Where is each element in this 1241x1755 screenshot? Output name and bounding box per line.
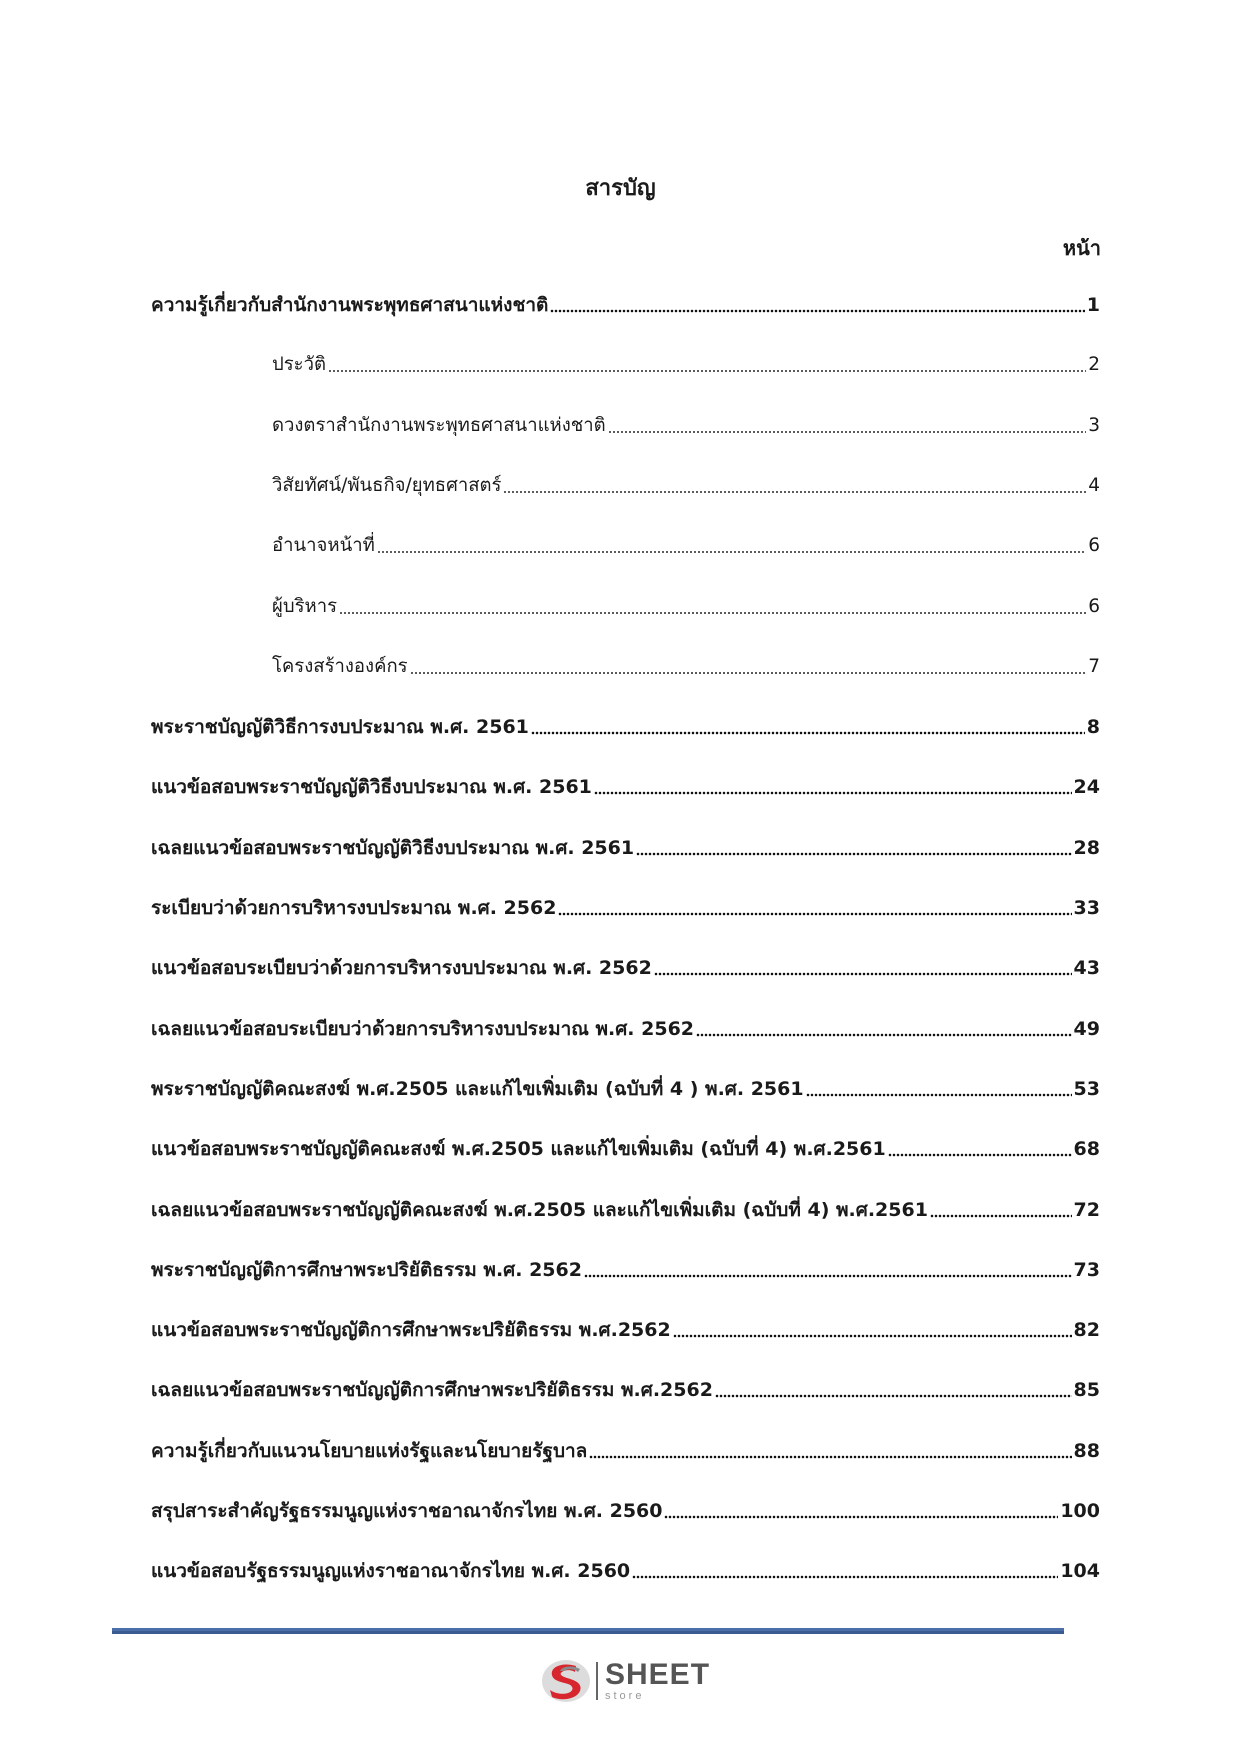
toc-dot-leader <box>377 550 1086 554</box>
toc-entry[interactable] <box>151 889 1100 921</box>
toc-entry[interactable] <box>151 1251 1100 1283</box>
toc-entry-page: 82 <box>1073 1319 1100 1341</box>
toc-dot-leader <box>654 972 1072 976</box>
toc-entry-page: 3 <box>1088 415 1100 436</box>
toc-entry-page: 104 <box>1060 1560 1100 1582</box>
toc-entry-page: 6 <box>1088 535 1100 556</box>
toc-entry-title: เฉลยแนวข้อสอบพระราชบัญญัติวิธีงบประมาณ พ.ศ. 2561 <box>151 837 635 859</box>
toc-entry-page: 53 <box>1073 1078 1100 1100</box>
toc-entry[interactable] <box>272 407 1100 439</box>
toc-entry-page: 7 <box>1088 656 1100 677</box>
toc-dot-leader <box>339 611 1086 615</box>
toc-entry[interactable] <box>272 346 1100 378</box>
toc-entry-page: 4 <box>1088 475 1100 496</box>
logo-word: SHEET <box>605 1658 711 1691</box>
page-title: สารบัญ <box>585 176 656 201</box>
toc-entry[interactable] <box>151 1311 1100 1343</box>
toc-dot-leader <box>410 671 1087 675</box>
toc-entry-title: แนวข้อสอบระเบียบว่าด้วยการบริหารงบประมาณ พ.ศ. 2562 <box>151 957 652 979</box>
toc-entry-title: ระเบียบว่าด้วยการบริหารงบประมาณ พ.ศ. 2562 <box>151 897 557 919</box>
toc-dot-leader <box>550 309 1084 313</box>
toc-dot-leader <box>558 912 1071 916</box>
toc-entry[interactable] <box>272 648 1100 680</box>
toc-entry-page: 49 <box>1073 1018 1100 1040</box>
page-number-column-label: หน้า <box>1062 236 1101 260</box>
toc-entry-page: 24 <box>1073 776 1100 798</box>
toc-entry-title: เฉลยแนวข้อสอบระเบียบว่าด้วยการบริหารงบประมาณ พ.ศ. 2562 <box>151 1018 695 1040</box>
toc-entry[interactable] <box>272 467 1100 499</box>
toc-entry[interactable] <box>151 708 1100 740</box>
toc-entry-title: พระราชบัญญัติวิธีการงบประมาณ พ.ศ. 2561 <box>151 716 529 738</box>
toc-entry-page: 68 <box>1073 1138 1100 1160</box>
toc-entry[interactable] <box>272 588 1100 620</box>
toc-entry[interactable] <box>151 1130 1100 1162</box>
logo-subtitle: store <box>605 1690 645 1702</box>
toc-entry[interactable] <box>151 1010 1100 1042</box>
toc-entry-title: เฉลยแนวข้อสอบพระราชบัญญัติคณะสงฆ์ พ.ศ.2505 และแก้ไขเพิ่มเติม (ฉบับที่ 4) พ.ศ.2561 <box>151 1199 928 1221</box>
toc-entry[interactable] <box>151 949 1100 981</box>
toc-entry[interactable] <box>151 286 1100 318</box>
toc-dot-leader <box>589 1455 1071 1459</box>
toc-dot-leader <box>636 852 1071 856</box>
toc-dot-leader <box>328 369 1086 373</box>
toc-entry[interactable] <box>151 1432 1100 1464</box>
logo-separator <box>596 1662 598 1700</box>
toc-entry-title: ผู้บริหาร <box>272 596 338 617</box>
toc-dot-leader <box>930 1214 1072 1218</box>
toc-entry-page: 88 <box>1073 1440 1100 1462</box>
logo-text <box>605 1660 710 1702</box>
toc-entry-title: สรุปสาระสำคัญรัฐธรรมนูญแห่งราชอาณาจักรไทย พ.ศ. 2560 <box>151 1500 663 1522</box>
toc-entry[interactable] <box>151 1371 1100 1403</box>
toc-entry-page: 72 <box>1073 1199 1100 1221</box>
toc-entry-title: ดวงตราสำนักงานพระพุทธศาสนาแห่งชาติ <box>272 415 606 436</box>
toc-entry[interactable] <box>151 768 1100 800</box>
toc-entry-page: 85 <box>1073 1379 1100 1401</box>
toc-entry[interactable] <box>151 1492 1100 1524</box>
toc-entry[interactable] <box>151 1191 1100 1223</box>
toc-entry-title: ความรู้เกี่ยวกับแนวนโยบายแห่งรัฐและนโยบายรัฐบาล <box>151 1440 588 1462</box>
toc-dot-leader <box>888 1153 1072 1157</box>
toc-dot-leader <box>531 731 1085 735</box>
toc-entry[interactable] <box>151 1070 1100 1102</box>
toc-entry-page: 33 <box>1073 897 1100 919</box>
footer-divider <box>112 1628 1064 1634</box>
toc-entry-page: 73 <box>1073 1259 1100 1281</box>
toc-entry-page: 6 <box>1088 596 1100 617</box>
toc-dot-leader <box>584 1274 1072 1278</box>
toc-entry[interactable] <box>151 829 1100 861</box>
toc-entry[interactable] <box>151 1552 1100 1584</box>
toc-entry-title: แนวข้อสอบพระราชบัญญัติวิธีงบประมาณ พ.ศ. 2561 <box>151 776 592 798</box>
sheet-store-s-icon <box>540 1657 592 1705</box>
toc-dot-leader <box>806 1093 1072 1097</box>
toc-entry-title: พระราชบัญญัติการศึกษาพระปริยัติธรรม พ.ศ. 2562 <box>151 1259 582 1281</box>
toc-dot-leader <box>503 490 1086 494</box>
toc-entry-title: เฉลยแนวข้อสอบพระราชบัญญัติการศึกษาพระปริยัติธรรม พ.ศ.2562 <box>151 1379 713 1401</box>
toc-dot-leader <box>594 791 1072 795</box>
toc-entry-title: แนวข้อสอบรัฐธรรมนูญแห่งราชอาณาจักรไทย พ.ศ. 2560 <box>151 1560 631 1582</box>
toc-entry-title: โครงสร้างองค์กร <box>272 656 408 677</box>
toc-dot-leader <box>632 1575 1058 1579</box>
toc-entry-title: ประวัติ <box>272 354 327 375</box>
toc-dot-leader <box>715 1394 1072 1398</box>
toc-entry-title: ความรู้เกี่ยวกับสำนักงานพระพุทธศาสนาแห่งชาติ <box>151 294 549 316</box>
toc-dot-leader <box>696 1033 1072 1037</box>
sheet-store-logo <box>540 1655 710 1707</box>
toc-entry-page: 1 <box>1086 294 1100 316</box>
toc-entry-page: 100 <box>1060 1500 1100 1522</box>
toc-entry-title: แนวข้อสอบพระราชบัญญัติคณะสงฆ์ พ.ศ.2505 และแก้ไขเพิ่มเติม (ฉบับที่ 4) พ.ศ.2561 <box>151 1138 886 1160</box>
toc-entry-title: อำนาจหน้าที่ <box>272 535 375 556</box>
toc-entry-page: 2 <box>1088 354 1100 375</box>
toc-dot-leader <box>673 1334 1072 1338</box>
toc-dot-leader <box>664 1515 1058 1519</box>
toc-entry-title: พระราชบัญญัติคณะสงฆ์ พ.ศ.2505 และแก้ไขเพิ่มเติม (ฉบับที่ 4 ) พ.ศ. 2561 <box>151 1078 804 1100</box>
toc-entry-page: 43 <box>1073 957 1100 979</box>
toc-entry-title: วิสัยทัศน์/พันธกิจ/ยุทธศาสตร์ <box>272 475 502 496</box>
toc-entry[interactable] <box>272 527 1100 559</box>
toc-entry-title: แนวข้อสอบพระราชบัญญัติการศึกษาพระปริยัติธรรม พ.ศ.2562 <box>151 1319 671 1341</box>
toc-entry-page: 28 <box>1073 837 1100 859</box>
toc-entry-page: 8 <box>1086 716 1100 738</box>
toc-dot-leader <box>608 430 1087 434</box>
